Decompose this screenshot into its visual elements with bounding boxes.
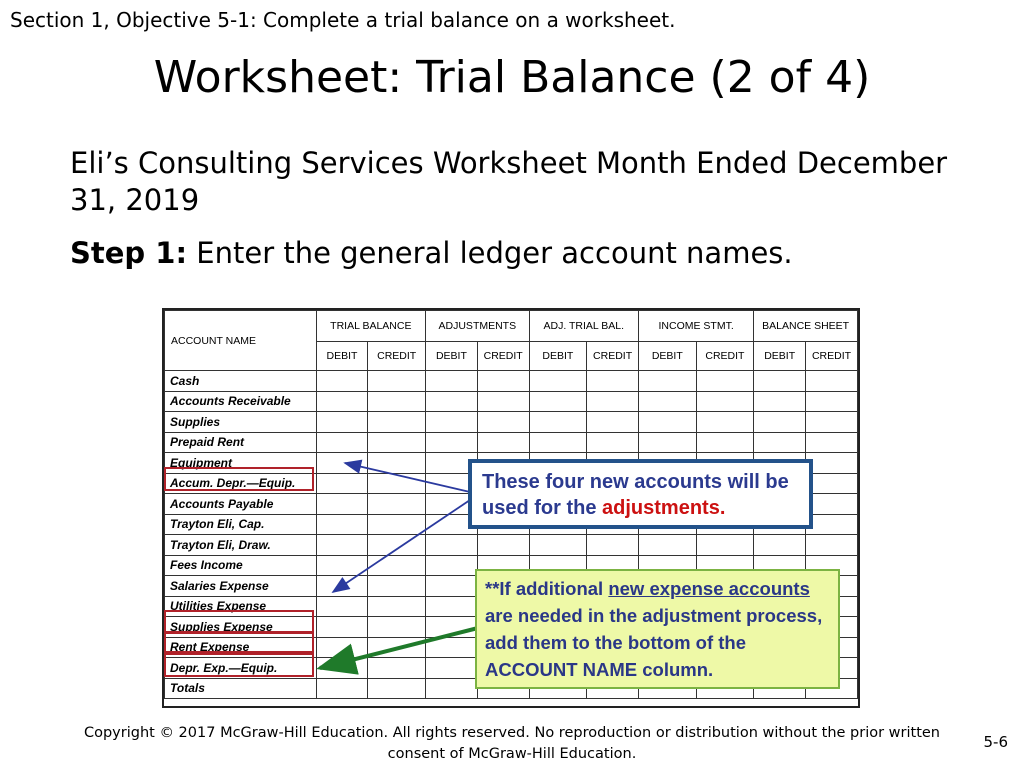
- callout-green-underlined: new expense accounts: [608, 578, 810, 599]
- callout-blue-highlight: adjustments.: [602, 497, 726, 519]
- debit-header: DEBIT: [529, 342, 587, 371]
- callout-blue-text: These four new accounts will be used for the: [482, 471, 789, 519]
- arrow-to-accum-depr: [345, 463, 470, 492]
- step-text: Enter the general ledger account names.: [187, 236, 793, 270]
- debit-header: DEBIT: [426, 342, 478, 371]
- group-header-adj-trial-bal: ADJ. TRIAL BAL.: [529, 311, 638, 342]
- account-name-cell: Salaries Expense: [165, 576, 317, 597]
- arrow-to-salaries-expense: [333, 500, 470, 592]
- page-number: 5-6: [983, 733, 1008, 751]
- credit-header: CREDIT: [696, 342, 754, 371]
- group-header-trial-balance: TRIAL BALANCE: [316, 311, 425, 342]
- arrow-to-depr-exp: [320, 628, 478, 668]
- callout-new-accounts: [468, 459, 813, 529]
- credit-header: CREDIT: [477, 342, 529, 371]
- account-name-cell: Supplies Expense: [165, 617, 317, 638]
- account-name-cell: Fees Income: [165, 555, 317, 576]
- worksheet-subtitle: Eli’s Consulting Services Worksheet Month Ended December 31, 2019: [70, 146, 948, 217]
- callout-green-text-2: are needed in the adjustment process, add them to the bottom of the ACCOUNT NAME column.: [485, 605, 823, 680]
- debit-header: DEBIT: [639, 342, 697, 371]
- account-name-cell: Supplies: [165, 412, 317, 433]
- group-header-income-stmt: INCOME STMT.: [639, 311, 754, 342]
- account-name-cell: Accounts Receivable: [165, 391, 317, 412]
- step-label: Step 1:: [70, 236, 188, 270]
- debit-header: DEBIT: [316, 342, 368, 371]
- account-name-cell: Utilities Expense: [165, 596, 317, 617]
- account-name-cell: Trayton Eli, Draw.: [165, 535, 317, 556]
- credit-header: CREDIT: [587, 342, 639, 371]
- group-header-adjustments: ADJUSTMENTS: [426, 311, 530, 342]
- credit-header: CREDIT: [806, 342, 858, 371]
- debit-header: DEBIT: [754, 342, 806, 371]
- group-header-balance-sheet: BALANCE SHEET: [754, 311, 858, 342]
- slide-title: Worksheet: Trial Balance (2 of 4): [153, 52, 871, 103]
- callout-green-text-1: **If additional: [485, 578, 609, 599]
- account-name-cell: Accum. Depr.—Equip.: [165, 473, 317, 494]
- callout-additional-accounts: [475, 569, 840, 689]
- account-name-header: ACCOUNT NAME: [165, 311, 317, 371]
- account-name-cell: Trayton Eli, Cap.: [165, 514, 317, 535]
- account-name-cell: Depr. Exp.—Equip.: [165, 658, 317, 679]
- account-name-cell: Prepaid Rent: [165, 432, 317, 453]
- account-name-cell: Equipment: [165, 453, 317, 474]
- account-name-cell: Totals: [165, 678, 317, 699]
- account-name-cell: Cash: [165, 371, 317, 392]
- copyright-notice: Copyright © 2017 McGraw-Hill Education. All rights reserved. No reproduction or distribution without the prior written consent of McGraw-Hill Education.: [83, 725, 941, 762]
- account-name-cell: Rent Expense: [165, 637, 317, 658]
- section-objective: Section 1, Objective 5-1: Complete a trial balance on a worksheet.: [10, 8, 676, 32]
- account-name-cell: Accounts Payable: [165, 494, 317, 515]
- credit-header: CREDIT: [368, 342, 426, 371]
